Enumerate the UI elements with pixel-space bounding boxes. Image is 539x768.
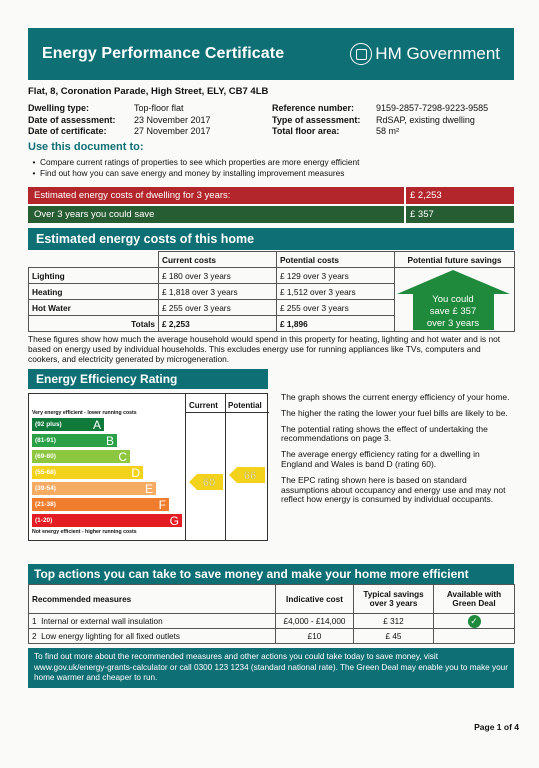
band-range: (1-20) [35,517,53,524]
document-title: Energy Performance Certificate [42,45,285,62]
detail-row [28,115,211,127]
band-letter: A [92,417,101,432]
detail-label: Total floor area: [272,126,340,136]
row-label: Hot Water [29,300,159,316]
current-cost: £ 180 over 3 years [159,268,277,284]
detail-label: Type of assessment: [272,114,361,125]
total-current: £ 2,253 [159,316,277,332]
eer-paragraph: The potential rating shows the effect of undertaking the recommendations on page 3. [281,423,488,444]
table-header-row [29,585,515,614]
detail-value: 58 m² [376,126,400,136]
gov-label: HM Government [375,44,500,63]
row-label: Lighting [29,268,159,284]
detail-label: Dwelling type: [28,103,90,113]
eer-heading: Energy Efficiency Rating [28,369,268,389]
rating-band-b [32,434,117,447]
current-rating-value: 60 [202,477,216,490]
use-document-heading: Use this document to: [28,141,144,153]
property-address: Flat, 8, Coronation Parade, High Street, ELY, CB7 4LB [28,86,269,97]
band-range: (81-91) [35,437,56,444]
col-future-savings: Potential future savings [395,252,515,268]
measure-number: 1 [32,616,37,626]
eer-paragraph: The average energy efficiency rating for a dwelling in England and Wales is band D (rating 60). [281,449,480,469]
detail-row [272,115,488,127]
table-row [29,629,515,644]
potential-rating-value: 66 [243,470,257,483]
save-box-line: save £ 357 [429,306,477,317]
potential-cost: £ 129 over 3 years [277,268,395,284]
col-measures: Recommended measures [29,585,276,614]
page-number: Page 1 of 4 [474,722,519,732]
band-range: (55-68) [35,469,56,476]
current-column-label: Current [189,401,218,410]
eer-paragraph: The EPC rating shown here is based on standard assumptions about occupancy and energy use and may not reflect how energy is consumed by individual occupants. [281,474,506,505]
total-potential: £ 1,896 [277,316,395,332]
col-green-deal: Available with Green Deal [434,585,515,614]
detail-label: Date of assessment: [28,114,116,125]
savings-value: £ 357 [404,206,514,223]
rating-band-e [32,482,156,495]
eer-top-label: Very energy efficient - lower running costs [32,410,137,416]
measure-name: Internal or external wall insulation [41,616,163,626]
list-item: • Find out how you can save energy and money by installing improvement measures [28,168,359,179]
indicative-cost: £4,000 - £14,000 [276,614,354,629]
detail-value: Top-floor flat [134,103,184,113]
detail-value: 9159-2857-7298-9223-9585 [376,103,489,113]
measure-cell [29,629,276,644]
measure-name: Low energy lighting for all fixed outlets [41,631,180,641]
potential-rating-arrow [229,467,265,483]
save-box-line: You could [432,294,474,305]
current-column [185,394,225,540]
estimated-cost-bar [28,187,514,204]
current-rating-arrow [189,474,223,490]
detail-value: 23 November 2017 [134,114,211,125]
eer-chart [28,393,268,541]
detail-label: Date of certificate: [28,126,107,136]
detail-row [28,103,211,115]
rating-band-f [32,498,169,511]
hm-government-logo [350,43,500,65]
typical-savings: £ 45 [354,629,434,644]
rating-band-a [32,418,104,431]
detail-row [28,126,211,138]
band-letter: E [144,481,153,496]
detail-row [272,103,488,115]
check-icon: ✓ [468,615,481,628]
eer-bottom-label: Not energy efficient - higher running costs [32,529,137,535]
col-potential: Potential costs [277,252,395,268]
crest-icon [350,43,372,65]
savings-bar [28,206,514,223]
footer-note: To find out more about the recommended measures and other actions you could take today to save money, visit www.gov.uk/energy-grants-calculator or call 0300 123 1234 (standard national rate). The Green Deal may enable you to make your home warmer and cheaper to run. [28,648,514,688]
indicative-cost: £10 [276,629,354,644]
col-cost: Indicative cost [276,585,354,614]
measure-cell [29,614,276,629]
costs-explanation: These figures show how much the average household would spend in this property for heating, lighting and hot water and is not based on energy used by individual households. This excludes energy use for running appliances like TVs, computers and cookers, and electricity generated by microgeneration. [28,334,501,364]
eer-paragraph: The graph shows the current energy efficiency of your home. [281,392,510,402]
band-letter: D [131,465,140,480]
detail-value: 27 November 2017 [134,126,211,136]
details-right [272,103,488,138]
typical-savings: £ 312 [354,614,434,629]
col-current: Current costs [159,252,277,268]
table-header-row [29,252,515,268]
details-left [28,103,211,138]
estimated-cost-label: Estimated energy costs of dwelling for 3 years: [34,190,231,201]
potential-column-label: Potential [228,401,262,410]
header-banner [28,28,514,80]
top-actions-heading: Top actions you can take to save money and make your home more efficient [28,564,514,584]
current-cost: £ 255 over 3 years [159,300,277,316]
estimated-cost-value: £ 2,253 [404,187,514,204]
table-row [29,614,515,629]
rating-band-g [32,514,182,527]
actions-table [28,584,515,644]
band-letter: G [169,513,179,528]
save-box-line: over 3 years [426,318,480,329]
detail-row [272,126,488,138]
potential-cost: £ 1,512 over 3 years [277,284,395,300]
band-range: (69-80) [35,453,56,460]
totals-label: Totals [29,316,159,332]
use-document-list [28,157,359,178]
green-deal-cell [434,629,515,644]
eer-paragraph: The higher the rating the lower your fuel bills are likely to be. [281,407,508,418]
green-deal-cell [434,614,515,629]
current-cost: £ 1,818 over 3 years [159,284,277,300]
rating-band-d [32,466,143,479]
column-header-divider [185,412,269,413]
potential-cost: £ 255 over 3 years [277,300,395,316]
eer-explanation [281,393,513,511]
band-letter: B [105,433,114,448]
band-letter: C [118,449,127,464]
measure-number: 2 [32,631,37,641]
detail-label: Reference number: [272,103,355,113]
band-letter: F [158,497,166,512]
list-item: • Compare current ratings of properties to see which properties are more energy efficient [28,157,359,168]
costs-section-heading: Estimated energy costs of this home [28,228,514,250]
savings-arrow [397,270,510,330]
band-range: (39-54) [35,485,56,492]
band-range: (92 plus) [35,421,62,428]
detail-value: RdSAP, existing dwelling [376,114,475,125]
rating-band-c [32,450,130,463]
col-savings: Typical savings over 3 years [354,585,434,614]
table-corner [29,252,159,268]
savings-label: Over 3 years you could save [34,209,155,220]
band-range: (21-38) [35,501,56,508]
row-label: Heating [29,284,159,300]
